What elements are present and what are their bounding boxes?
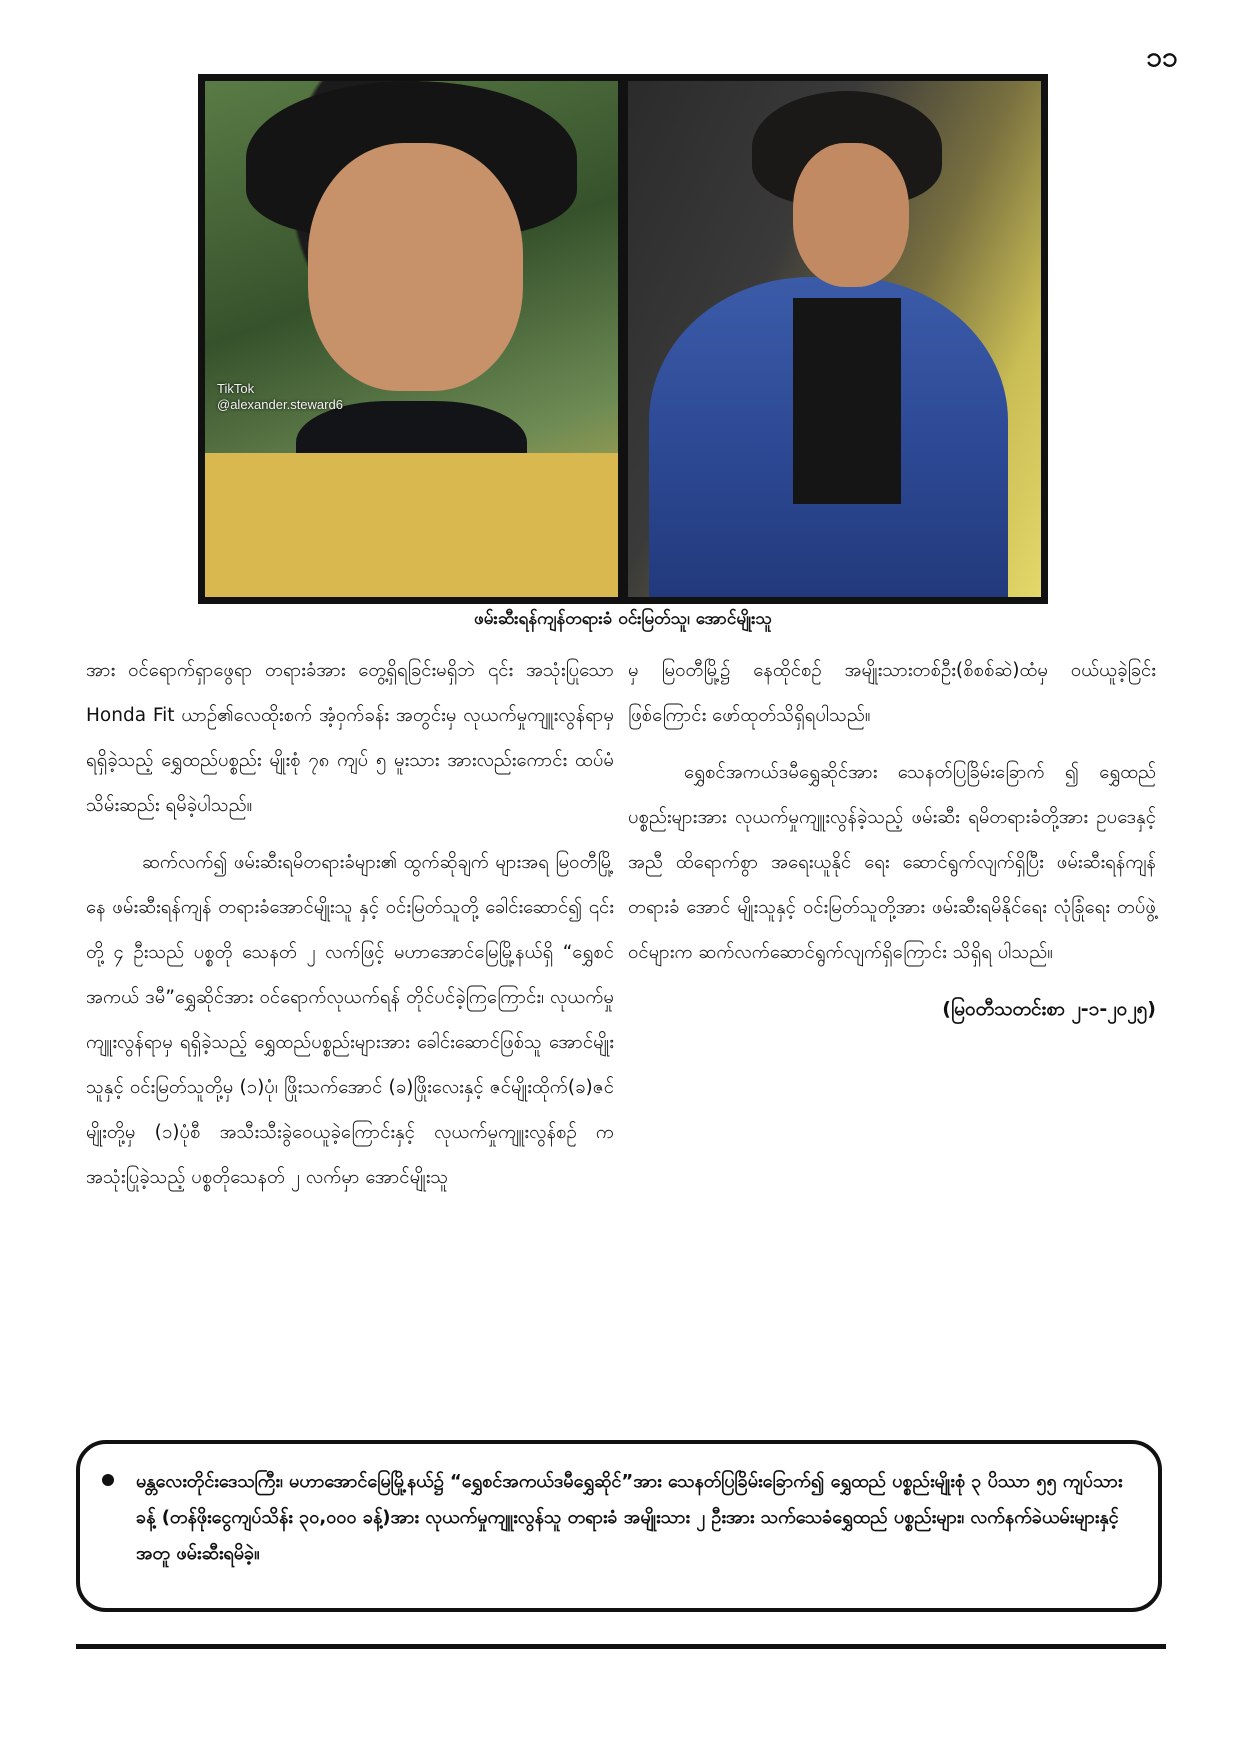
photo-caption: ဖမ်းဆီးရန်ကျန်တရားခံ ဝင်းမြတ်သူ၊ အောင်မျိုးသူ — [474, 609, 772, 629]
article-paragraph: အား ဝင်ရောက်ရှာဖွေရာ တရားခံအား တွေ့ရှိရခြင်းမရှိဘဲ ၎င်း အသုံးပြုသော Honda Fit ယာဉ်၏လေထိုးစက် အံ့ဝှက်ခန်း အတွင်းမှ လုယက်မှုကျူးလွန်ရာမှ ရရှိခဲ့သည့် ရွှေထည်ပစ္စည်း မျိုးစုံ ၇၈ ကျပ် ၅ မူးသား အားလည်းကောင်း ထပ်မံသိမ်းဆည်း ရမိခဲ့ပါသည်။ — [86, 660, 614, 816]
bullet-icon — [102, 1474, 114, 1486]
suspect-photo-right — [628, 81, 1041, 597]
summary-box — [76, 1440, 1162, 1612]
summary-text: မန္တလေးတိုင်းဒေသကြီး၊ မဟာအောင်မြေမြို့နယ်၌ “ရွှေစင်အကယ်ဒမီရွှေဆိုင်”အား သေနတ်ပြခြိမ်းခြောက်၍ ရွှေထည် ပစ္စည်းမျိုးစုံ ၃ ပိဿာ ၅၅ ကျပ်သားခန့် (တန်ဖိုးငွေကျပ်သိန်း ၃၀,၀၀၀ ခန့်)အား လုယက်မှုကျူးလွန်သူ တရားခံ အမျိုးသား ၂ ဦးအား သက်သေခံရွှေထည် ပစ္စည်းများ၊ လက်နက်ခဲယမ်းများနှင့်အတူ ဖမ်းဆီးရမိခဲ့။ — [136, 1471, 1123, 1564]
tiktok-watermark — [217, 381, 343, 413]
suspect-photos — [198, 74, 1048, 604]
article-column-left — [86, 648, 614, 1212]
suspect-photo-left — [205, 81, 618, 597]
article-source: (မြဝတီသတင်းစာ ၂-၁-၂၀၂၅) — [942, 998, 1156, 1020]
shirt-shape — [205, 453, 618, 597]
face-shape — [308, 143, 523, 391]
face-shape — [793, 143, 909, 287]
tiktok-handle: @alexander.steward6 — [217, 397, 343, 412]
article-column-right — [628, 648, 1156, 1044]
article-paragraph: ဆက်လက်၍ ဖမ်းဆီးရမိတရားခံများ၏ ထွက်ဆိုချက် များအရ မြဝတီမြို့နေ ဖမ်းဆီးရန်ကျန် တရားခံအောင်မျိုးသူ နှင့် ဝင်းမြတ်သူတို့ ခေါင်းဆောင်၍ ၎င်းတို့ ၄ ဦးသည် ပစ္စတို သေနတ် ၂ လက်ဖြင့် မဟာအောင်မြေမြို့နယ်ရှိ “ရွှေစင်အကယ် ဒမီ”ရွှေဆိုင်အား ဝင်ရောက်လုယက်ရန် တိုင်ပင်ခဲ့ကြကြောင်း၊ လုယက်မှုကျူးလွန်ရာမှ ရရှိခဲ့သည့် ရွှေထည်ပစ္စည်းများအား ခေါင်းဆောင်ဖြစ်သူ အောင်မျိုးသူနှင့် ဝင်းမြတ်သူတို့မှ (၁)ပုံ၊ ဖြိုးသက်အောင် (ခ)ဖြိုးလေးနှင့် ဇင်မျိုးထိုက်(ခ)ဇင်မျိုးတို့မှ (၁)ပုံစီ အသီးသီးခွဲဝေယူခဲ့ကြောင်းနှင့် လုယက်မှုကျူးလွန်စဉ် က အသုံးပြုခဲ့သည့် ပစ္စတိုသေနတ် ၂ လက်မှာ အောင်မျိုးသူ — [86, 852, 614, 1188]
bottom-divider — [76, 1644, 1166, 1649]
shirt-shape — [793, 298, 900, 504]
page-number: ၁၁ — [1146, 40, 1178, 73]
article-paragraph: မှ မြဝတီမြို့၌ နေထိုင်စဉ် အမျိုးသားတစ်ဦး(စိစစ်ဆဲ)ထံမှ ဝယ်ယူခဲ့ခြင်းဖြစ်ကြောင်း ဖော်ထုတ်သိရှိရပါသည်။ — [628, 660, 1156, 726]
article-paragraph: ရွှေစင်အကယ်ဒမီရွှေဆိုင်အား သေနတ်ပြခြိမ်းခြောက် ၍ ရွှေထည်ပစ္စည်းများအား လုယက်မှုကျူးလွန်ခဲ့သည့် ဖမ်းဆီး ရမိတရားခံတို့အား ဥပဒေနှင့်အညီ ထိရောက်စွာ အရေးယူနိုင် ရေး ဆောင်ရွက်လျက်ရှိပြီး ဖမ်းဆီးရန်ကျန်တရားခံ အောင် မျိုးသူနှင့် ဝင်းမြတ်သူတို့အား ဖမ်းဆီးရမိနိုင်ရေး လုံခြုံရေး တပ်ဖွဲ့ဝင်များက ဆက်လက်ဆောင်ရွက်လျက်ရှိကြောင်း သိရှိရ ပါသည်။ — [628, 762, 1156, 963]
tiktok-brand: TikTok — [217, 381, 255, 396]
